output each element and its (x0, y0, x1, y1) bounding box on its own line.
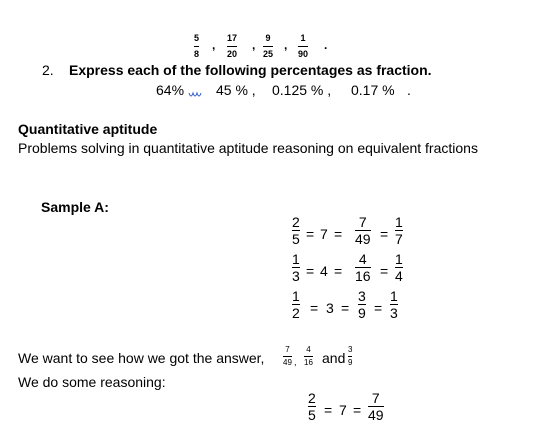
comma: , (294, 357, 297, 367)
percentage-value: 0.17 % (351, 82, 395, 98)
percentage-value: 64% (156, 82, 185, 98)
fraction-9-25: 9 25 (263, 33, 274, 59)
equals-sign: = (306, 263, 315, 279)
fraction-2-5: 2 5 (308, 390, 316, 423)
comma: , (284, 38, 288, 52)
multiplier: 7 (339, 402, 347, 418)
question-number: 2. (42, 62, 54, 78)
equals-sign: = (324, 402, 333, 418)
fraction-1-4: 1 4 (395, 251, 403, 284)
reasoning-intro: We do some reasoning: (18, 374, 166, 390)
fraction-1-7: 1 7 (395, 214, 403, 247)
spellcheck-squiggle-icon (188, 90, 204, 100)
percentage-value: 45 % , (216, 82, 256, 98)
fraction-17-20: 17 20 (227, 33, 238, 59)
section-title: Quantitative aptitude (18, 121, 158, 137)
fraction-1-2: 1 2 (292, 288, 300, 321)
period: . (407, 82, 411, 98)
fraction-7-49: 7 49 (355, 214, 371, 247)
percentage-value: 0.125 % , (272, 82, 332, 98)
multiplier: 7 (320, 226, 328, 242)
multiplier: 4 (320, 263, 328, 279)
fraction-1-3: 1 3 (292, 251, 300, 284)
fraction-7-49: 7 49 (368, 390, 384, 423)
equals-sign: = (341, 300, 350, 316)
equals-sign: = (374, 300, 383, 316)
equals-sign: = (310, 300, 319, 316)
fraction-3-9: 3 9 (358, 288, 366, 321)
equals-sign: = (353, 402, 362, 418)
and-word: and (322, 350, 346, 366)
fraction-4-16: 4 16 (304, 345, 313, 367)
equals-sign: = (334, 226, 343, 242)
question-text: Express each of the following percentages as fraction. (69, 62, 432, 78)
sample-label: Sample A: (41, 199, 109, 215)
period: . (324, 38, 328, 52)
fraction-5-8: 5 8 (194, 33, 200, 59)
multiplier: 3 (326, 300, 334, 316)
fraction-1-3: 1 3 (390, 288, 398, 321)
equals-sign: = (380, 226, 389, 242)
fraction-3-9: 3 9 (348, 345, 353, 367)
comma: , (252, 38, 256, 52)
comma: , (212, 38, 216, 52)
equals-sign: = (306, 226, 315, 242)
fraction-2-5: 2 5 (292, 214, 300, 247)
equals-sign: = (334, 263, 343, 279)
fraction-7-49: 7 49 (283, 345, 292, 367)
fraction-4-16: 4 16 (355, 251, 371, 284)
reasoning-sentence: We want to see how we got the answer, (18, 350, 265, 366)
fraction-1-90: 1 90 (298, 33, 309, 59)
section-description: Problems solving in quantitative aptitude reasoning on equivalent fractions (18, 140, 478, 156)
equals-sign: = (380, 263, 389, 279)
